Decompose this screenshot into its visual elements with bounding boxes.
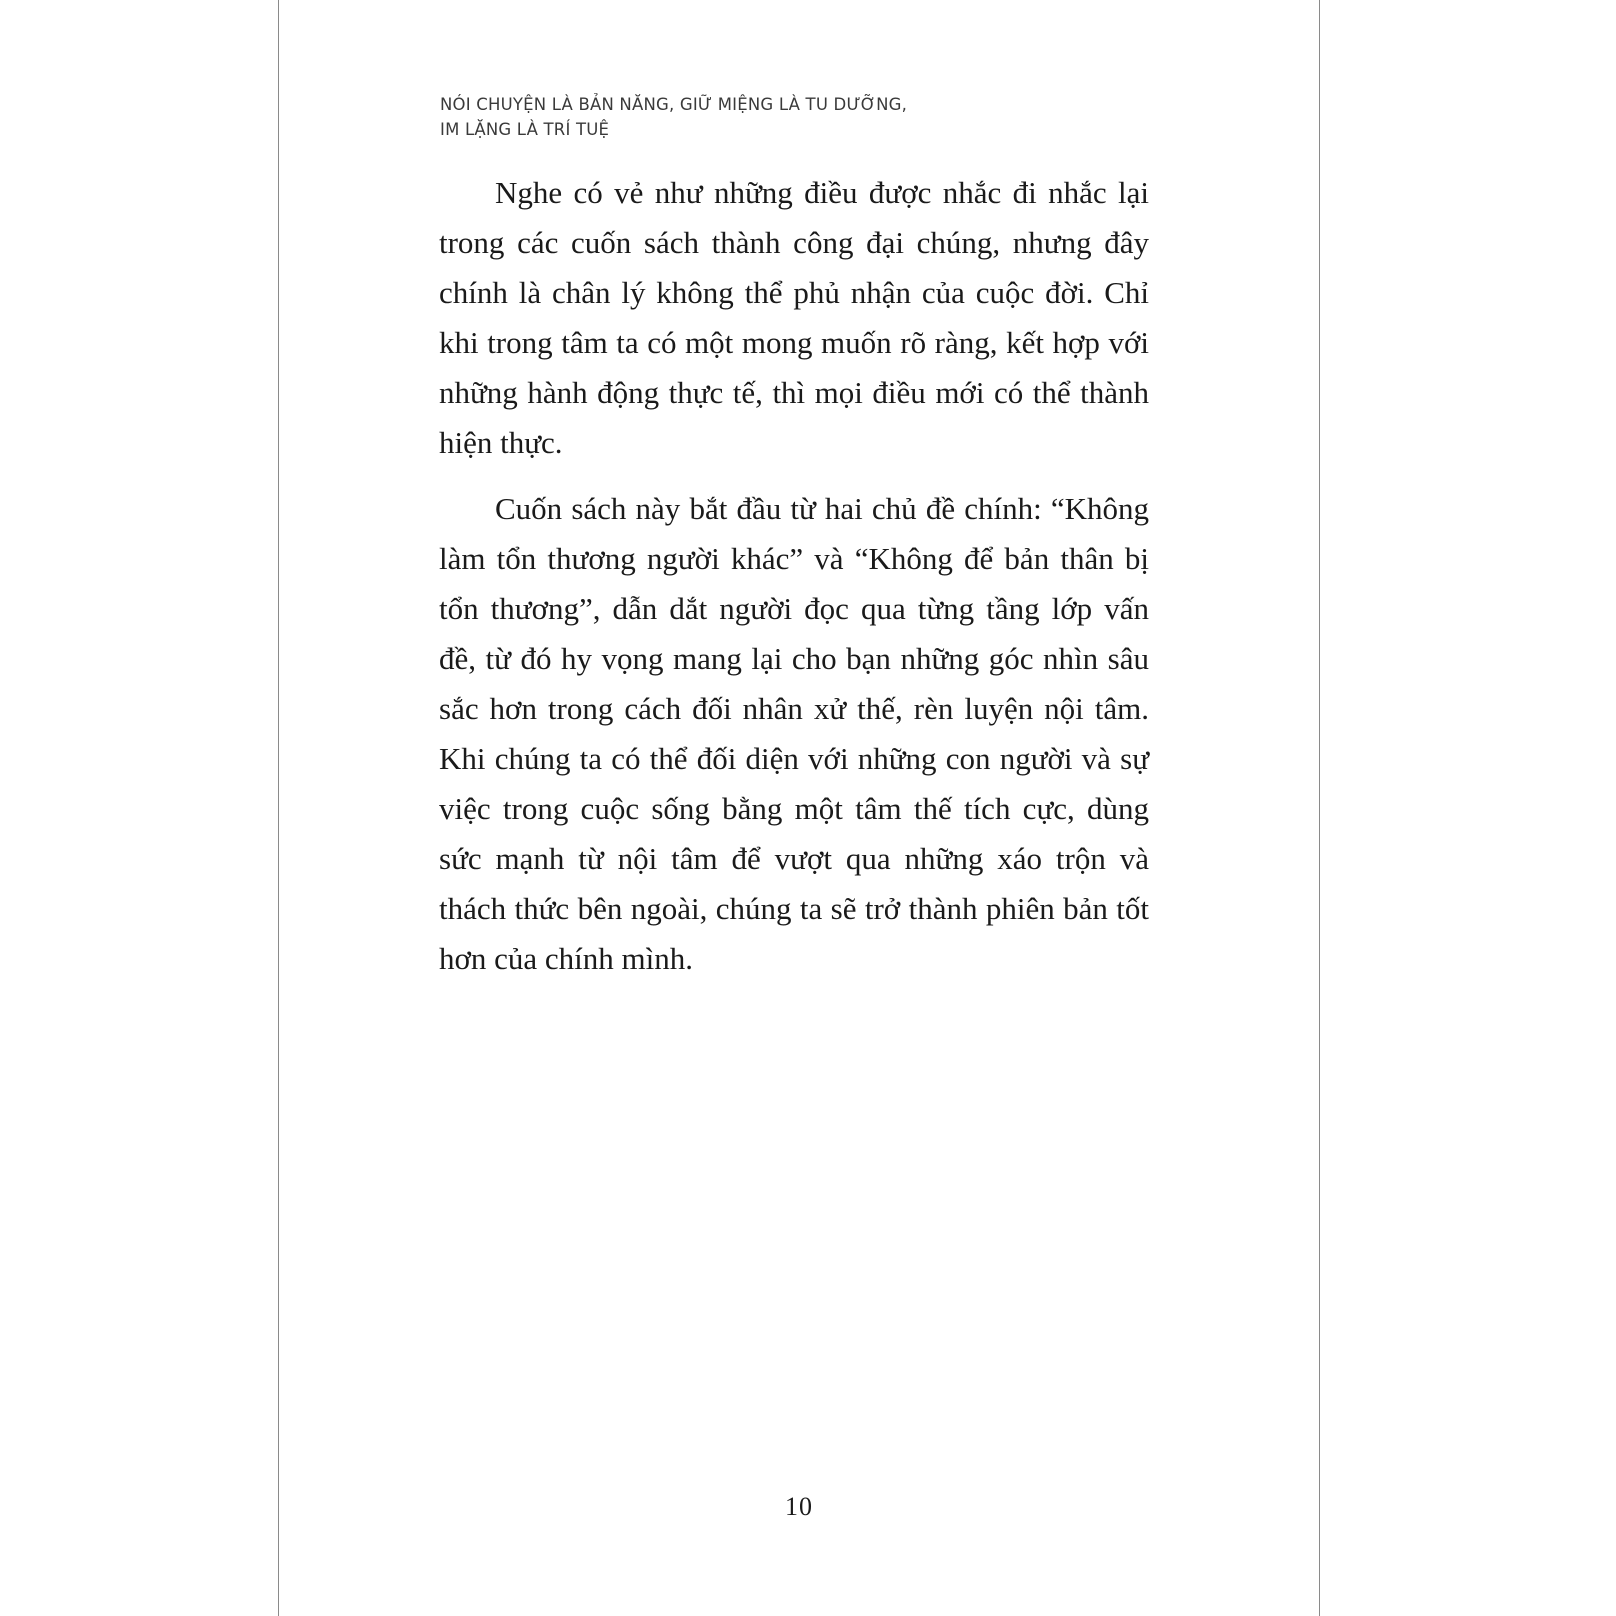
body-text (439, 168, 1149, 1000)
page-number: 10 (785, 1492, 813, 1521)
running-header-line-1: NÓI CHUYỆN LÀ BẢN NĂNG, GIỮ MIỆNG LÀ TU DƯỠNG, (440, 95, 908, 114)
paragraph-1: Nghe có vẻ như những điều được nhắc đi nhắc lại trong các cuốn sách thành công đại chúng, nhưng đây chính là chân lý không thể phủ nhận của cuộc đời. Chỉ khi trong tâm ta có một mong muốn rõ ràng, kết hợp với những hành động thực tế, thì mọi điều mới có thể thành hiện thực. (439, 175, 1149, 460)
book-page (278, 0, 1320, 1616)
running-header-line-2: IM LẶNG LÀ TRÍ TUỆ (440, 120, 610, 139)
paragraph-2: Cuốn sách này bắt đầu từ hai chủ đề chính: “Không làm tổn thương người khác” và “Không để bản thân bị tổn thương”, dẫn dắt người đọc qua từng tầng lớp vấn đề, từ đó hy vọng mang lại cho bạn những góc nhìn sâu sắc hơn trong cách đối nhân xử thế, rèn luyện nội tâm. Khi chúng ta có thể đối diện với những con người và sự việc trong cuộc sống bằng một tâm thế tích cực, dùng sức mạnh từ nội tâm để vượt qua những xáo trộn và thách thức bên ngoài, chúng ta sẽ trở thành phiên bản tốt hơn của chính mình. (439, 491, 1149, 976)
running-header (440, 92, 1040, 142)
